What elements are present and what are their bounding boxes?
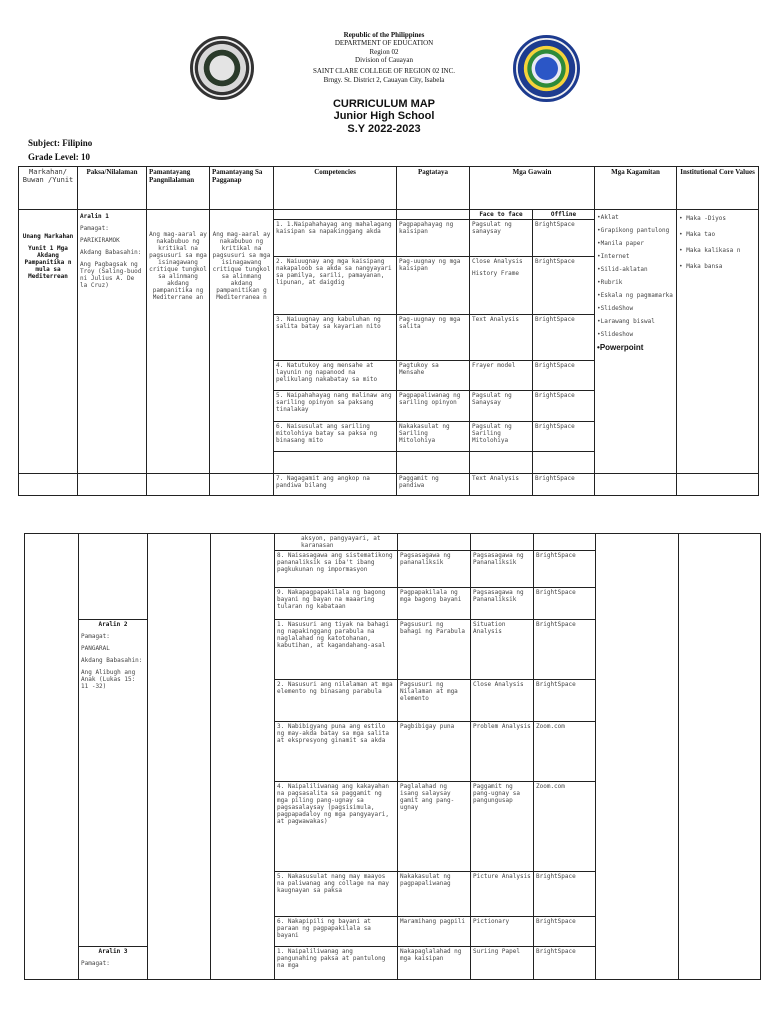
kagamitan-cell <box>595 210 677 474</box>
competency-cell: 8. Naisasagawa ang sistematikong pananaliksik sa iba't ibang pagkukunan ng impormasyon <box>275 551 398 588</box>
gawain-offline-cell: BrightSpace <box>533 391 595 422</box>
aralin1-reading: Ang Pagbagsak ng Troy (Saling-buod ni Julius A. De la Cruz) <box>80 261 142 289</box>
col-core-values: Institutional Core Values <box>677 167 759 210</box>
header-region: Region 02 <box>369 48 399 56</box>
pagganap-text: Ang mag-aaral ay nakabubuo ng kritikal na pagsusuri sa mga isinagawang critique tungkol sa alinmang akdang pampanitikan g Mediterranea n <box>212 231 271 301</box>
aralin3-cell <box>79 947 148 980</box>
gawain-face-cell: Pagsulat ng Sanaysay <box>470 391 533 422</box>
title-school-year: S.Y 2022-2023 <box>347 123 421 135</box>
competency-cell: 6. Nakapipili ng bayani at paraan ng pagpapakilala sa bayani <box>275 917 398 947</box>
header-address: Brngy. St. District 2, Cauayan City, Isabela <box>323 76 445 84</box>
gawain-face-text: History Frame <box>472 270 519 277</box>
core-value-item: • Maka -Diyos <box>679 215 726 222</box>
pagtataya-cell: Pag-uugnay ng mga salita <box>397 315 470 361</box>
pangnilalaman-text: Ang mag-aaral ay nakabubuo ng kritikal na pagsusuri sa mga isinagawang critique tungkol sa alinmang akdang pampanitika ng Mediterrane an <box>149 231 207 301</box>
col-kagamitan: Mga Kagamitan <box>595 167 677 210</box>
col-competencies: Competencies <box>274 167 397 210</box>
core-value-item: • Maka kalikasa n <box>679 247 741 254</box>
col-paksa: Paksa/Nilalaman <box>78 167 147 210</box>
gawain-face-cell: Text Analysis <box>470 315 533 361</box>
yunit-label: Yunit 1 Mga Akdang Pampanitika n mula sa Mediterrean <box>24 245 72 280</box>
material-item: •Slideshow <box>597 331 634 338</box>
col-pagganap: Pamantayang Sa Pagganap <box>210 167 274 210</box>
pangnilalaman-cell <box>147 210 210 474</box>
gawain-face-text: Close Analysis <box>472 258 523 265</box>
gawain-offline-cell: BrightSpace <box>534 917 596 947</box>
aralin3-pamagat: Pamagat: <box>81 960 110 967</box>
material-item: •Rubrik <box>597 279 623 286</box>
title-curriculum-map: CURRICULUM MAP <box>332 98 436 110</box>
header-republic: Republic of the Philippines <box>343 31 425 39</box>
gawain-offline-cell: BrightSpace <box>534 680 596 722</box>
gawain-face-cell: Picture Analysis <box>471 872 534 917</box>
gawain-offline-cell: BrightSpace <box>533 361 595 391</box>
pagtataya-cell: Paglalahad ng isang salaysay gamit ang pang-ugnay <box>398 782 471 872</box>
core-value-item: • Maka bansa <box>679 263 723 270</box>
col-markahan: Markahan/ Buwan /Yunit <box>19 167 78 210</box>
material-item: •Eskala ng pagmamarka <box>597 292 673 299</box>
pagtataya-cell: Pagtukoy sa Mensahe <box>397 361 470 391</box>
curriculum-table-page1 <box>18 166 759 496</box>
competency-cell: 2. Nasusuri ang nilalaman at mga elemento ng binasang parabula <box>275 680 398 722</box>
aralin2-name: PANGARAL <box>81 645 110 652</box>
material-item: •Grapikong pantulong <box>597 227 670 234</box>
title-junior-high: Junior High School <box>333 110 435 122</box>
competency-continued: aksyon, pangyayari, at karanasan <box>275 534 398 551</box>
pagtataya-cell: Pagpapaliwanag ng sariling opinyon <box>397 391 470 422</box>
gawain-face-cell: Pictionary <box>471 917 534 947</box>
gawain-face-cell <box>470 257 533 315</box>
col-mga-gawain: Mga Gawain <box>470 167 595 210</box>
competency-cell: 2. Naiuugnay ang mga kaisipang nakapaloob sa akda sa nangyayari sa pamilya, sarili, pamayanan, lipunan, at daigdig <box>274 257 397 315</box>
pagtataya-cell: Pagbibigay puna <box>398 722 471 782</box>
gawain-offline-cell: BrightSpace <box>534 620 596 680</box>
gawain-offline-cell: BrightSpace <box>533 220 595 257</box>
aralin1-title: Aralin 1 <box>80 213 109 220</box>
material-item: •Internet <box>597 253 630 260</box>
competency-cell: 9. Nakapagpapakilala ng bagong bayani ng bayan na maaaring tularan ng kabataan <box>275 588 398 620</box>
material-item: •Silid-aklatan <box>597 266 648 273</box>
gawain-offline-cell: BrightSpace <box>534 947 596 980</box>
material-item: •Aklat <box>597 214 619 221</box>
aralin1-pamagat: Pamagat: <box>80 225 109 232</box>
gawain-face-cell: Suriing Papel <box>471 947 534 980</box>
pagtataya-cell: Pagsasagawa ng pananaliksik <box>398 551 471 588</box>
material-item: •Larawang biswal <box>597 318 655 325</box>
aralin3-title: Aralin 3 <box>98 948 128 955</box>
competency-cell: 1. Nasusuri ang tiyak na bahagi ng napakinggang parabula na naglalahad ng katotohanan, kabutihan, at kagandahang-asal <box>275 620 398 680</box>
gawain-face-cell: Pagsasagawa ng Pananaliksik <box>471 551 534 588</box>
header-deped: DEPARTMENT OF EDUCATION <box>334 39 434 47</box>
gawain-offline-cell: BrightSpace <box>533 257 595 315</box>
gawain-offline: Offline <box>533 210 595 220</box>
competency-cell: 6. Naisusulat ang sariling mitolohiya batay sa paksa ng binasang mito <box>274 422 397 452</box>
gawain-face-cell: Pagsulat ng Sariling Mitolohiya <box>470 422 533 452</box>
gawain-face-cell: Paggamit ng pang-ugnay sa pangungusap <box>471 782 534 872</box>
core-value-item: • Maka tao <box>679 231 716 238</box>
pagtataya-cell: Pag-uugnay ng mga kaisipan <box>397 257 470 315</box>
competency-cell: 1. 1.Naipahahayag ang mahalagang kaisipan sa napakinggang akda <box>274 220 397 257</box>
pagtataya-cell: Pagpapakilala ng mga bagong bayani <box>398 588 471 620</box>
gawain-face-to-face: Face to face <box>470 210 533 220</box>
competency-cell: 4. Naipaliliwanag ang kakayahan na pagsasalita sa paggamit ng mga piling pang-ugnay sa pagsasalaysay (pagsisimula, pagpapadaloy ng mga pangyayari, at pagwawakas) <box>275 782 398 872</box>
gawain-offline-cell: Zoom.com <box>534 782 596 872</box>
pagtataya-cell: Nakapaglalahad ng mga kaisipan <box>398 947 471 980</box>
pagtataya-cell: Paggamit ng pandiwa <box>397 474 470 496</box>
material-item: •Manila paper <box>597 240 644 247</box>
material-item: •Powerpoint <box>597 343 644 352</box>
aralin2-pamagat: Pamagat: <box>81 633 110 640</box>
gawain-offline-cell: BrightSpace <box>533 315 595 361</box>
unit-cell <box>19 210 78 474</box>
grade-level-label: Grade Level: 10 <box>28 152 90 162</box>
core-values-cell <box>677 210 759 474</box>
header-school: SAINT CLARE COLLEGE OF REGION 02 INC. <box>312 67 455 75</box>
pagtataya-cell: Pagsusuri ng bahagi ng Parabula <box>398 620 471 680</box>
competency-cell: 3. Nabibigyang puna ang estilo ng may-akda batay sa mga salita at ekspresyong ginamit sa akda <box>275 722 398 782</box>
gawain-offline-cell: BrightSpace <box>534 872 596 917</box>
pagtataya-cell: Pagsusuri ng Nilalaman at mga elemento <box>398 680 471 722</box>
quarter-label: Unang Markahan <box>22 233 74 240</box>
table-row <box>19 474 759 496</box>
aralin2-cell <box>79 620 148 947</box>
aralin1-cell <box>78 210 147 474</box>
gawain-face-cell: Problem Analysis <box>471 722 534 782</box>
aralin1-name: PARIKIRAMOK <box>80 237 120 244</box>
competency-cell: 5. Naipahahayag nang malinaw ang sariling opinyon sa paksang tinalakay <box>274 391 397 422</box>
competency-cell: 3. Naiuugnay ang kabuluhan ng salita batay sa kayarian nito <box>274 315 397 361</box>
competency-cell: 4. Natutukoy ang mensahe at layunin ng napanood na pelikulang nakabatay sa mito <box>274 361 397 391</box>
col-pagtataya: Pagtataya <box>397 167 470 210</box>
gawain-offline-cell: BrightSpace <box>533 474 595 496</box>
competency-cell: 7. Nagagamit ang angkop na pandiwa bilang <box>274 474 397 496</box>
pagtataya-cell: Nakakasulat ng Sariling Mitolohiya <box>397 422 470 452</box>
gawain-face-cell: Frayer model <box>470 361 533 391</box>
header-division: Division of Cauayan <box>355 56 413 64</box>
aralin1-akdang: Akdang Babasahin: <box>80 249 142 256</box>
aralin2-title: Aralin 2 <box>98 621 128 628</box>
gawain-face-cell: Situation Analysis <box>471 620 534 680</box>
competency-cell: 1. Naipaliliwanag ang pangunahing paksa at pantulong na mga <box>275 947 398 980</box>
gawain-face-cell: Pagsulat ng sanaysay <box>470 220 533 257</box>
gawain-offline-cell: BrightSpace <box>533 422 595 452</box>
gawain-offline-cell: Zoom.com <box>534 722 596 782</box>
pagtataya-cell: Maramihang pagpili <box>398 917 471 947</box>
pagtataya-cell: Pagpapahayag ng kaisipan <box>397 220 470 257</box>
pagtataya-cell: Nakakasulat ng pagpapaliwanag <box>398 872 471 917</box>
gawain-face-cell: Text Analysis <box>470 474 533 496</box>
competency-cell: 5. Nakasusulat nang may maayos na paliwanag ang collage na may kaugnayan sa paksa <box>275 872 398 917</box>
gawain-offline-cell: BrightSpace <box>534 551 596 588</box>
curriculum-table-page2 <box>24 533 761 980</box>
gawain-face-cell: Close Analysis <box>471 680 534 722</box>
gawain-face-cell: Pagsasagawa ng Pananaliksik <box>471 588 534 620</box>
aralin2-reading: Ang Alibugh ang Anak (Lukas 15: 11 -32) <box>81 669 136 690</box>
pagganap-cell <box>210 210 274 474</box>
aralin2-akdang: Akdang Babasahin: <box>81 657 143 664</box>
material-item: •SlideShow <box>597 305 634 312</box>
table-row <box>25 534 761 551</box>
subject-label: Subject: Filipino <box>28 138 93 148</box>
col-pangnilalaman: Pamantayang Pangnilalaman <box>147 167 210 210</box>
gawain-offline-cell: BrightSpace <box>534 588 596 620</box>
